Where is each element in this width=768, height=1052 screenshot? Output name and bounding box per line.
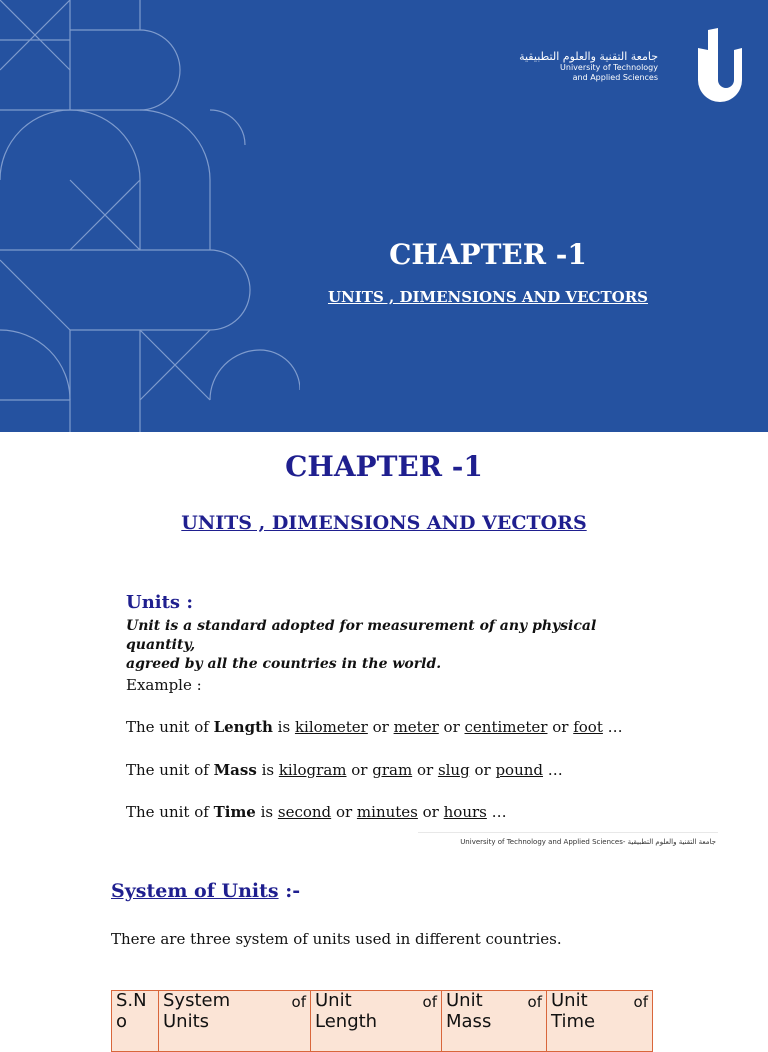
time-or-2: or — [417, 803, 444, 821]
table-header-row — [112, 991, 653, 1052]
university-logo — [519, 28, 750, 108]
header-time-line2: Time — [551, 1010, 596, 1032]
unit-foot: foot — [573, 718, 603, 736]
unit-pound: pound — [495, 761, 544, 779]
mass-or-1: or — [346, 761, 373, 779]
unit-slug: slug — [437, 761, 470, 779]
header-length-of: of — [422, 993, 437, 1011]
time-prefix: The unit of — [126, 803, 214, 821]
header-system-line1: System — [163, 990, 231, 1011]
length-line — [126, 718, 623, 736]
system-of-units-heading — [111, 880, 300, 902]
time-ellipsis: … — [486, 803, 507, 821]
logo-english-line1: University of Technology — [560, 63, 658, 73]
time-is: is — [255, 803, 278, 821]
cover-chapter-subtitle: UNITS , DIMENSIONS AND VECTORS — [327, 288, 649, 306]
mass-quantity: Mass — [213, 761, 257, 779]
system-heading-suffix: :- — [278, 880, 301, 902]
unit-kilogram: kilogram — [278, 761, 347, 779]
time-line — [126, 803, 507, 821]
table-header-sno — [112, 991, 159, 1052]
header-length-line2: Length — [315, 1010, 378, 1032]
header-mass-line1: Unit — [446, 990, 483, 1011]
header-system-of: of — [291, 993, 306, 1011]
example-label: Example : — [126, 676, 202, 694]
time-quantity: Time — [213, 803, 256, 821]
mass-ellipsis: … — [543, 761, 563, 779]
unit-meter: meter — [393, 718, 439, 736]
chapter-title: CHAPTER -1 — [285, 450, 483, 483]
header-time-line1: Unit — [551, 990, 588, 1011]
system-of-units-text: There are three system of units used in different countries. — [111, 930, 562, 948]
length-or-1: or — [367, 718, 394, 736]
length-quantity: Length — [213, 718, 273, 736]
university-mark-icon — [698, 28, 742, 104]
header-time-of: of — [633, 993, 648, 1011]
length-ellipsis: … — [602, 718, 623, 736]
units-definition — [126, 617, 666, 674]
table-header-time — [547, 991, 653, 1052]
header-sno-line2: o — [116, 1010, 128, 1032]
unit-kilometer: kilometer — [294, 718, 368, 736]
unit-hours: hours — [443, 803, 487, 821]
logo-arabic: جامعة التقنية والعلوم التطبيقية — [519, 50, 658, 63]
system-of-units-link[interactable]: System of Units — [111, 880, 279, 902]
chapter-subtitle: UNITS , DIMENSIONS AND VECTORS — [181, 512, 587, 534]
header-sno-line1: S.N — [116, 990, 147, 1011]
units-table — [111, 990, 653, 1052]
mass-or-3: or — [469, 761, 496, 779]
mass-line — [126, 761, 563, 779]
mass-prefix: The unit of — [126, 761, 214, 779]
table-header-length — [311, 991, 442, 1052]
units-heading: Units : — [126, 592, 193, 613]
logo-text — [519, 50, 658, 82]
header-length-line1: Unit — [315, 990, 352, 1011]
length-prefix: The unit of — [126, 718, 214, 736]
page-footer: University of Technology and Applied Sciences- جامعة التقنية والعلوم التطبيقية — [460, 838, 716, 846]
mass-is: is — [256, 761, 279, 779]
cover-chapter-title: CHAPTER -1 — [389, 238, 587, 271]
table-header-mass — [442, 991, 547, 1052]
geometric-pattern — [0, 0, 300, 432]
time-or-1: or — [331, 803, 357, 821]
units-definition-line2: agreed by all the countries in the world. — [126, 655, 442, 672]
length-or-2: or — [438, 718, 465, 736]
header-mass-of: of — [527, 993, 542, 1011]
units-definition-line1: Unit is a standard adopted for measurement of any physical quantity, — [126, 618, 597, 653]
unit-gram: gram — [372, 761, 413, 779]
footer-divider — [418, 832, 718, 833]
mass-or-2: or — [412, 761, 438, 779]
cover-banner — [0, 0, 768, 432]
unit-minutes: minutes — [356, 803, 418, 821]
table-header-system — [159, 991, 311, 1052]
unit-centimeter: centimeter — [464, 718, 548, 736]
logo-english-line2: and Applied Sciences — [572, 72, 658, 82]
length-is: is — [272, 718, 295, 736]
units-section — [126, 592, 666, 674]
unit-second: second — [277, 803, 332, 821]
length-or-3: or — [547, 718, 574, 736]
header-mass-line2: Mass — [446, 1010, 492, 1032]
header-system-line2: Units — [163, 1010, 210, 1032]
